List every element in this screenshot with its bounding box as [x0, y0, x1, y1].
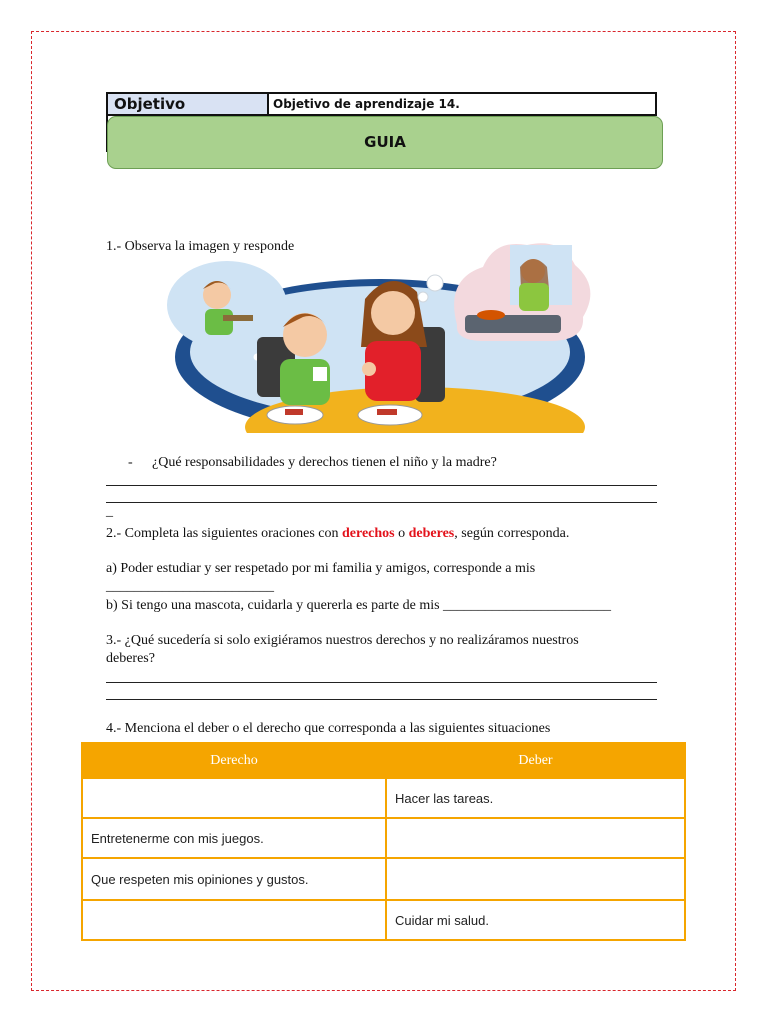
guia-banner	[107, 116, 663, 169]
answer-line[interactable]	[106, 682, 657, 683]
cell-deber[interactable]: Hacer las tareas.	[386, 778, 685, 818]
keyword-deberes: deberes	[408, 526, 455, 541]
sentence-a-blank[interactable]: ________________________	[106, 579, 274, 594]
cell-derecho[interactable]	[82, 778, 386, 818]
cell-derecho[interactable]: Que respeten mis opiniones y gustos.	[82, 858, 386, 900]
objective-table	[106, 92, 657, 116]
question-2-outro: , según corresponda.	[454, 526, 570, 541]
answer-line[interactable]	[106, 502, 657, 503]
objective-label: Objetivo	[108, 94, 269, 114]
cell-deber[interactable]: Cuidar mi salud.	[386, 900, 685, 940]
table-row	[82, 900, 685, 940]
cell-deber[interactable]	[386, 858, 685, 900]
page-title: GUIA	[364, 132, 406, 151]
family-illustration	[165, 237, 603, 443]
table-row	[82, 858, 685, 900]
rights-duties-table	[81, 742, 686, 941]
question-1-prompt: 1.- Observa la imagen y responde	[106, 239, 295, 254]
table-header-row	[82, 743, 685, 778]
keyword-derechos: derechos	[342, 526, 395, 541]
question-2-prompt	[106, 525, 569, 543]
stray-mark: _	[106, 504, 113, 519]
objective-text: Objetivo de aprendizaje 14.	[273, 97, 460, 111]
question-2-intro: 2.- Completa las siguientes oraciones con	[106, 526, 342, 541]
question-3-line2: deberes?	[106, 651, 155, 666]
sentence-a: a) Poder estudiar y ser respetado por mi familia y amigos, corresponde a mis	[106, 561, 536, 576]
question-1-text: ¿Qué responsabilidades y derechos tienen el niño y la madre?	[152, 455, 497, 470]
question-2-connector: o	[394, 526, 409, 541]
answer-line[interactable]	[106, 699, 657, 700]
cell-deber[interactable]	[386, 818, 685, 858]
header-derecho: Derecho	[82, 743, 386, 778]
question-1-bullet: -	[128, 455, 133, 470]
question-3-line1: 3.- ¿Qué sucedería si solo exigiéramos nuestros derechos y no realizáramos nuestros	[106, 633, 579, 648]
answer-line[interactable]	[106, 485, 657, 486]
header-deber: Deber	[386, 743, 685, 778]
question-4-prompt: 4.- Menciona el deber o el derecho que corresponda a las siguientes situaciones	[106, 721, 551, 736]
sentence-b: b) Si tengo una mascota, cuidarla y quererla es parte de mis ________________________	[106, 598, 612, 613]
cell-derecho[interactable]	[82, 900, 386, 940]
cell-derecho[interactable]: Entretenerme con mis juegos.	[82, 818, 386, 858]
table-row	[82, 818, 685, 858]
table-row	[82, 778, 685, 818]
